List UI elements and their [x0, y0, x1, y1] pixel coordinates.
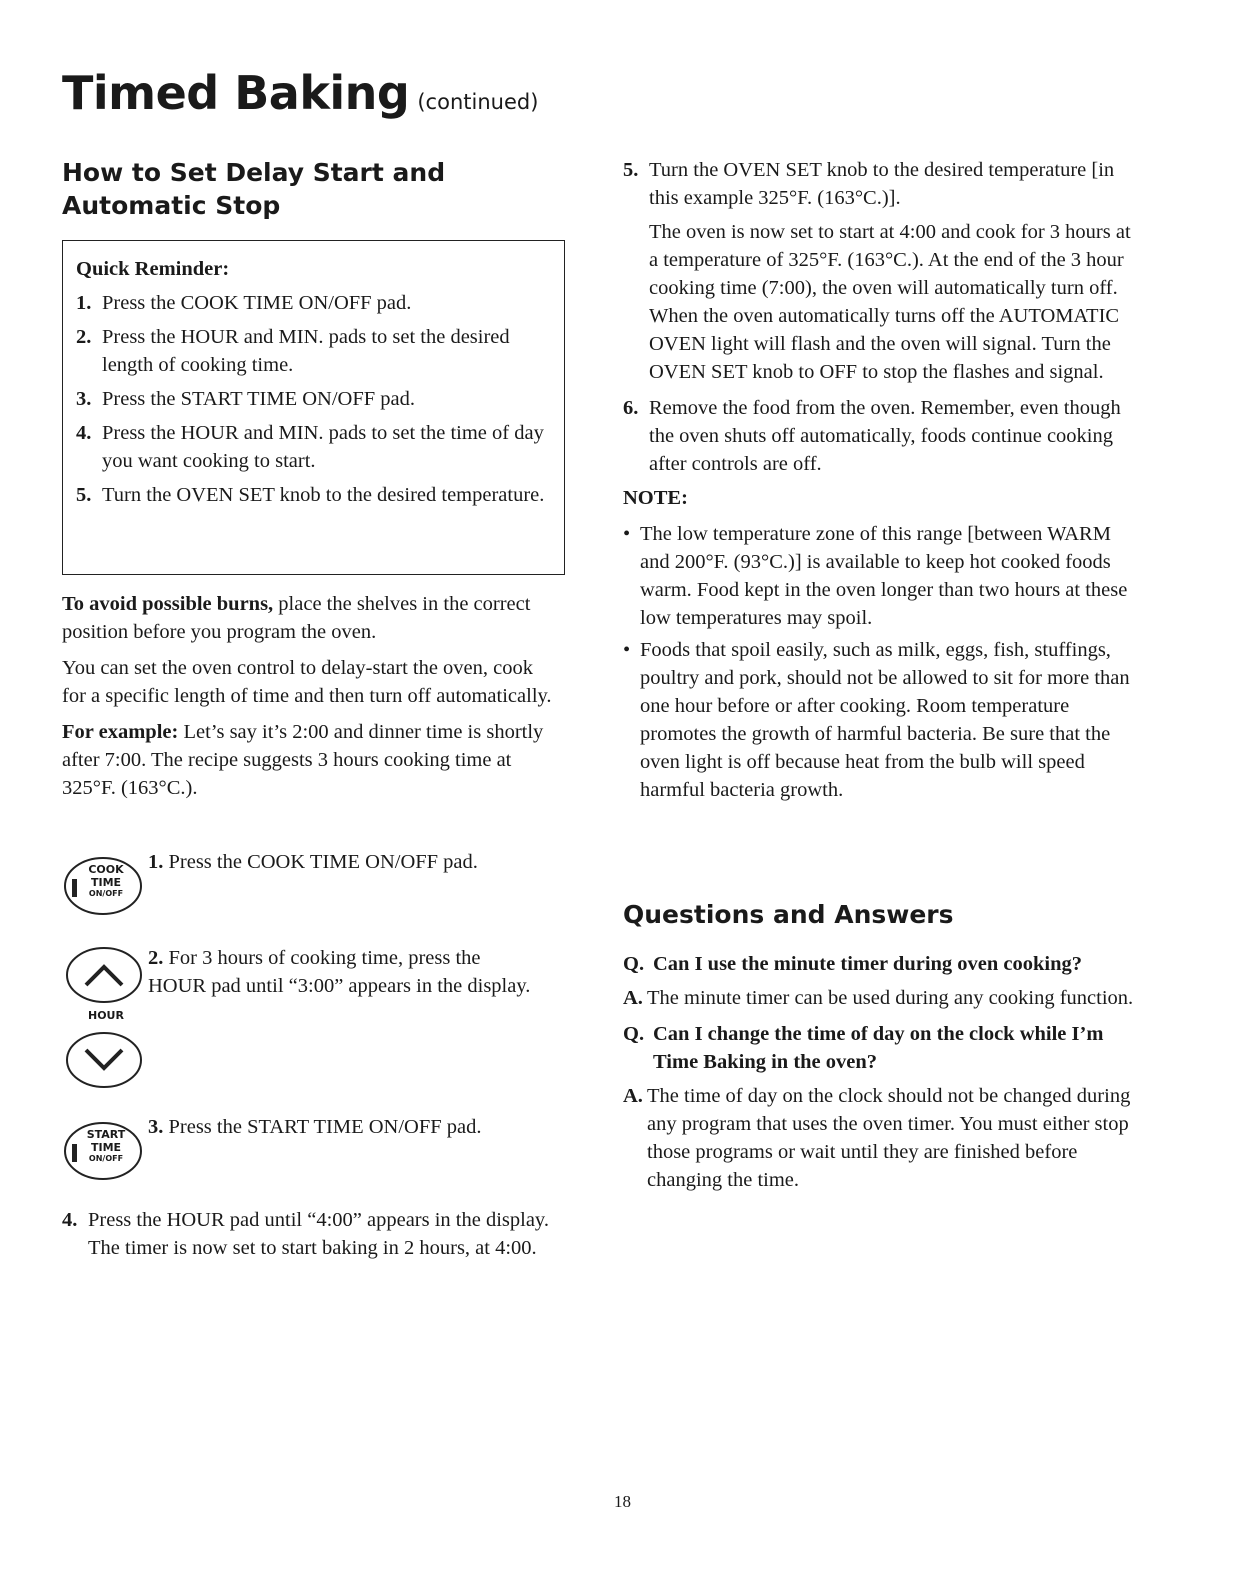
- step-number: 5.: [623, 159, 639, 181]
- step-number: 3.: [148, 1116, 164, 1138]
- step-4: [62, 1206, 552, 1268]
- step-3: [148, 1113, 558, 1141]
- quick-reminder-box: [62, 240, 565, 575]
- question-text: Can I change the time of day on the clock while I’m Time Baking in the oven?: [653, 1023, 1104, 1073]
- question-label: Q.: [623, 1023, 645, 1045]
- answer: [623, 984, 1138, 1012]
- step-number: 4.: [62, 1209, 78, 1231]
- note-text: The low temperature zone of this range [between WARM and 200°F. (93°C.)] is available to keep hot cooked foods warm. Food kept in the oven longer than two hours at these low temperatures may spoil.: [640, 523, 1128, 629]
- step-text: Turn the OVEN SET knob to the desired temperature [in this example 325°F. (163°C.)].: [649, 159, 1115, 209]
- cook-pad-label: COOK: [88, 863, 124, 876]
- step-text: Press the START TIME ON/OFF pad.: [168, 1116, 482, 1138]
- note-item: [623, 636, 1143, 804]
- answer-label: A.: [623, 987, 643, 1009]
- question: [623, 950, 1138, 978]
- section-heading-delay-start: [62, 156, 445, 222]
- start-pad-label: ON/OFF: [88, 1154, 124, 1163]
- reminder-item: [76, 481, 552, 509]
- answer-label: A.: [623, 1085, 643, 1107]
- reminder-item-number: 1.: [76, 292, 92, 314]
- delay-description: You can set the oven control to delay-start the oven, cook for a specific length of time and then turn off automatically.: [62, 657, 552, 707]
- page-title: [62, 66, 538, 120]
- example-bold: For example:: [62, 721, 179, 743]
- reminder-item: [76, 289, 552, 317]
- cook-pad-label: ON/OFF: [88, 889, 124, 898]
- reminder-item-text: Turn the OVEN SET knob to the desired temperature.: [102, 484, 545, 506]
- reminder-item: [76, 385, 552, 413]
- step-text: Press the COOK TIME ON/OFF pad.: [168, 851, 478, 873]
- step-4-item: [62, 1206, 552, 1262]
- page-title-suffix: (continued): [417, 90, 539, 114]
- cook-time-pad-icon: [62, 855, 144, 922]
- reminder-item-number: 4.: [76, 422, 92, 444]
- burns-warning-bold: To avoid possible burns,: [62, 593, 274, 615]
- quick-reminder-title: Quick Reminder:: [76, 258, 230, 280]
- question: [623, 1020, 1138, 1076]
- reminder-item-text: Press the HOUR and MIN. pads to set the desired length of cooking time.: [102, 326, 510, 376]
- burns-warning-text: place the shelves in the correct position before you program the oven.: [62, 593, 531, 643]
- hour-down-arrow-icon: [64, 1030, 144, 1095]
- step-number: 2.: [148, 947, 164, 969]
- heading-line-2: Automatic Stop: [62, 191, 281, 220]
- answer-text: The minute timer can be used during any cooking function.: [647, 987, 1134, 1009]
- start-time-pad-icon: [62, 1120, 144, 1187]
- step-text: Remove the food from the oven. Remember, even though the oven shuts off automatically, foods continue cooking after controls are off.: [649, 397, 1121, 475]
- heading-line-1: How to Set Delay Start and: [62, 158, 446, 187]
- step-5: [623, 156, 1143, 212]
- note-label: NOTE:: [623, 487, 688, 509]
- step-6: [623, 394, 1143, 478]
- hour-label: HOUR: [88, 1009, 124, 1022]
- step-number: 6.: [623, 397, 639, 419]
- answer: [623, 1082, 1138, 1194]
- reminder-item: [76, 323, 552, 379]
- page-number: 18: [614, 1492, 631, 1511]
- reminder-item-number: 2.: [76, 326, 92, 348]
- example-text: Let’s say it’s 2:00 and dinner time is shortly after 7:00. The recipe suggests 3 hours cooking time at 325°F. (163°C.).: [62, 721, 544, 799]
- reminder-item-number: 5.: [76, 484, 92, 506]
- burns-warning: [62, 590, 562, 646]
- answer-text: The time of day on the clock should not be changed during any program that uses the oven timer. You must either stop those programs or wait until they are finished before changing the time.: [647, 1085, 1131, 1191]
- step-number: 1.: [148, 851, 164, 873]
- step-2: [148, 944, 543, 1000]
- example-paragraph: [62, 718, 562, 802]
- reminder-item: [76, 419, 552, 475]
- intro-paragraphs: [62, 590, 562, 810]
- question-text: Can I use the minute timer during oven cooking?: [653, 953, 1083, 975]
- step-5-detail: The oven is now set to start at 4:00 and cook for 3 hours at a temperature of 325°F. (163°C.). At the end of the 3 hour cooking time (7:00), the oven will automatically turn off. When the oven automatically turns off the AUTOMATIC OVEN light will flash and the oven will signal. Turn the OVEN SET knob to OFF to stop the flashes and signal.: [649, 221, 1131, 383]
- note-text: Foods that spoil easily, such as milk, eggs, fish, stuffings, poultry and pork, should not be allowed to sit for more than one hour before or after cooking. Room temperature promotes the growth of harmful bacteria. Be sure that the oven light is off because heat from the bulb will speed harmful bacteria growth.: [640, 639, 1130, 801]
- page-title-text: Timed Baking: [62, 66, 410, 120]
- reminder-item-number: 3.: [76, 388, 92, 410]
- cook-pad-label: TIME: [90, 876, 122, 889]
- note-item: [623, 520, 1143, 632]
- bullet-icon: •: [623, 639, 631, 661]
- reminder-item-text: Press the COOK TIME ON/OFF pad.: [102, 292, 412, 314]
- question-label: Q.: [623, 953, 645, 975]
- bullet-icon: •: [623, 523, 631, 545]
- step-1: [148, 848, 558, 876]
- start-pad-label: TIME: [90, 1141, 122, 1154]
- step-text: For 3 hours of cooking time, press the HOUR pad until “3:00” appears in the display.: [148, 947, 531, 997]
- hour-up-arrow-icon: [64, 945, 144, 1010]
- qa-heading: Questions and Answers: [623, 900, 954, 929]
- start-pad-label: START: [86, 1128, 126, 1141]
- step-text: Press the HOUR pad until “4:00” appears in the display. The timer is now set to start baking in 2 hours, at 4:00.: [88, 1209, 549, 1259]
- reminder-item-text: Press the START TIME ON/OFF pad.: [102, 388, 415, 410]
- right-column: [623, 156, 1143, 808]
- reminder-item-text: Press the HOUR and MIN. pads to set the time of day you want cooking to start.: [102, 422, 544, 472]
- qa-section: [623, 950, 1138, 1200]
